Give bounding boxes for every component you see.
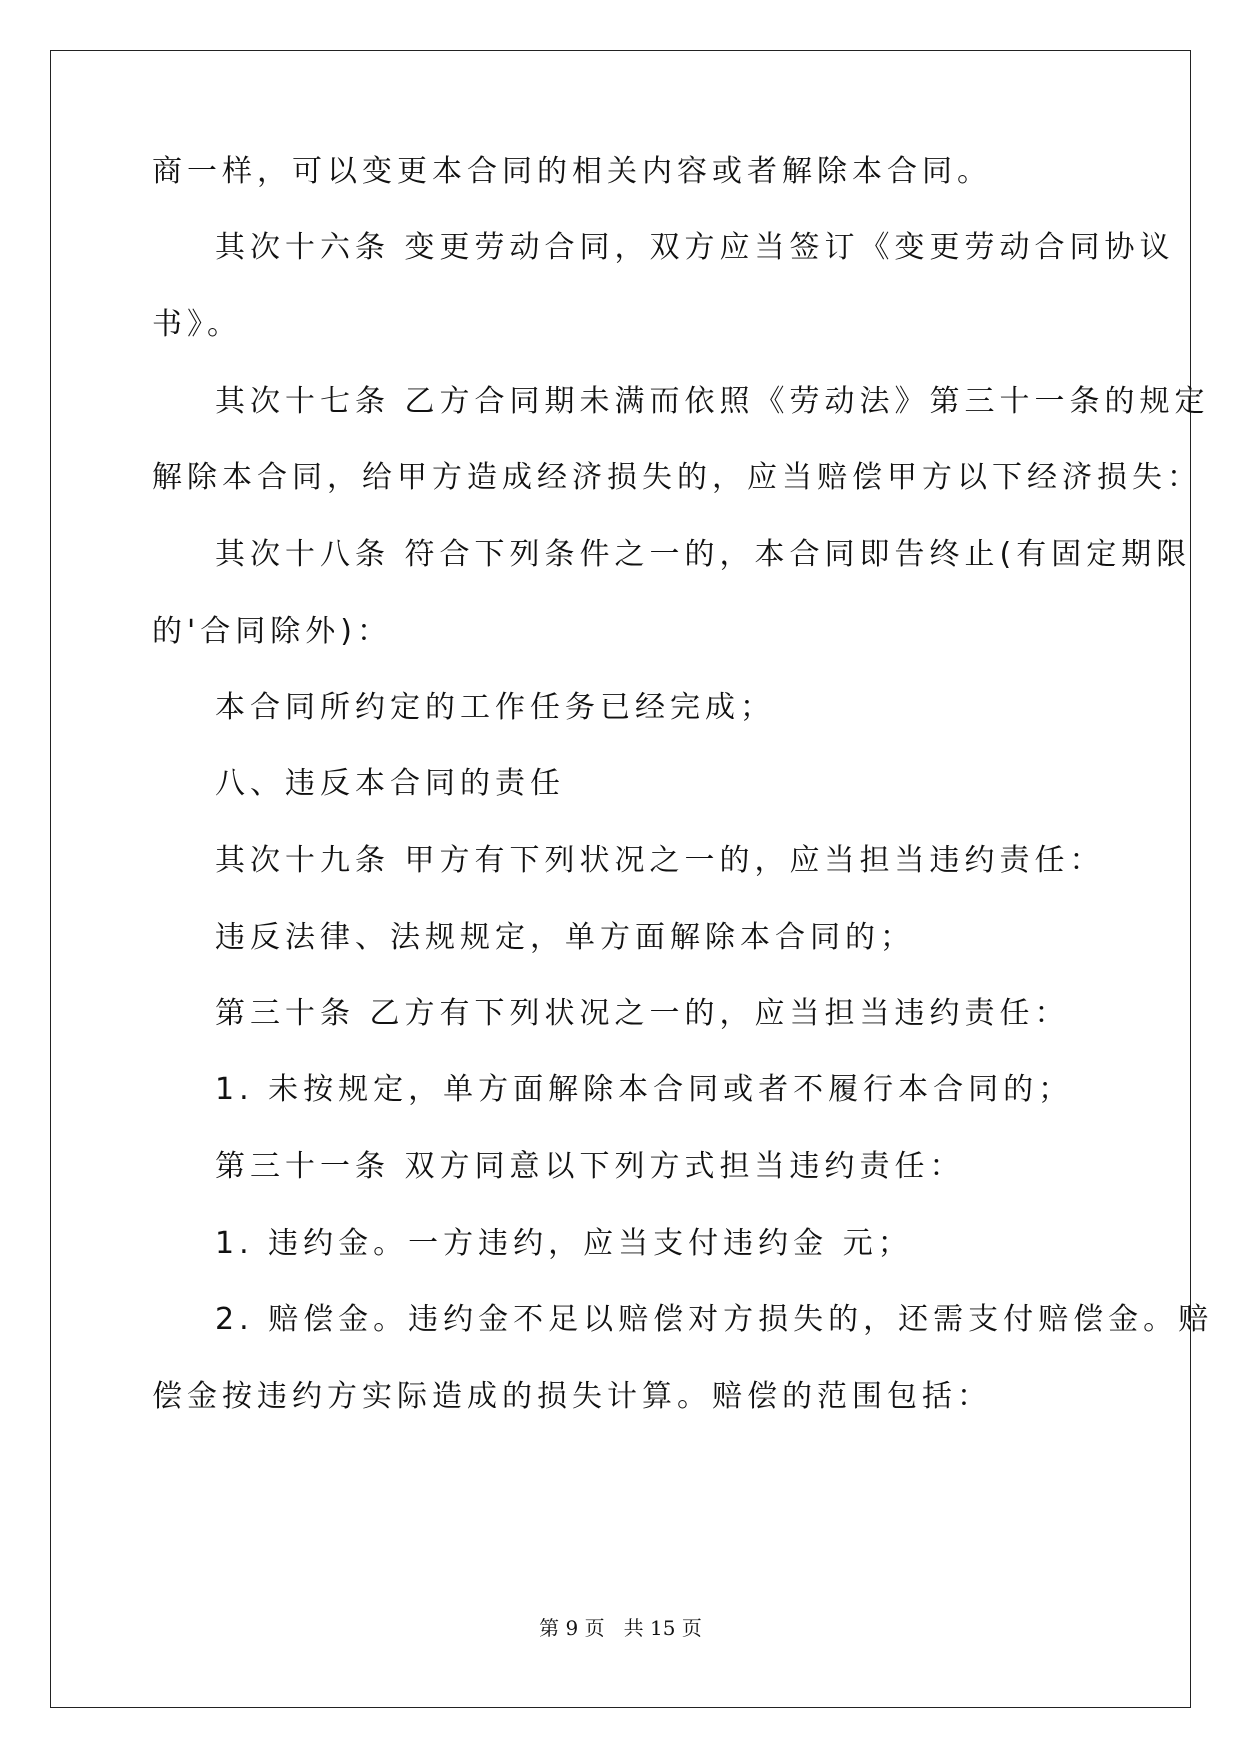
paragraph-line: 偿金按违约方实际造成的损失计算。赔偿的范围包括： (152, 1379, 992, 1414)
paragraph-line: 违反法律、法规规定，单方面解除本合同的； (215, 920, 915, 955)
page-total: 共 15 页 (623, 1616, 702, 1640)
paragraph-line: 解除本合同，给甲方造成经济损失的，应当赔偿甲方以下经济损失： (152, 460, 1202, 495)
paragraph-line: 本合同所约定的工作任务已经完成； (215, 690, 775, 725)
paragraph-line: 其次十八条 符合下列条件之一的，本合同即告终止(有固定期限 (215, 537, 1192, 572)
paragraph-line: 1. 违约金。一方违约，应当支付违约金 元； (215, 1226, 913, 1261)
paragraph-line: 其次十六条 变更劳动合同，双方应当签订《变更劳动合同协议 (215, 230, 1175, 265)
paragraph-line: 1. 未按规定，单方面解除本合同或者不履行本合同的； (215, 1072, 1074, 1107)
paragraph-line: 其次十九条 甲方有下列状况之一的，应当担当违约责任： (215, 843, 1105, 878)
paragraph-line: 商一样，可以变更本合同的相关内容或者解除本合同。 (152, 154, 992, 189)
paragraph-line: 其次十七条 乙方合同期未满而依照《劳动法》第三十一条的规定 (215, 384, 1210, 419)
paragraph-line: 的'合同除外)： (152, 614, 392, 649)
page-number: 第 9 页 (539, 1616, 605, 1640)
section-heading: 八、违反本合同的责任 (215, 766, 565, 801)
paragraph-line: 第三十条 乙方有下列状况之一的，应当担当违约责任： (215, 996, 1070, 1031)
paragraph-line: 2. 赔偿金。违约金不足以赔偿对方损失的，还需支付赔偿金。赔 (215, 1302, 1214, 1337)
paragraph-line: 书》。 (152, 307, 242, 342)
paragraph-line: 第三十一条 双方同意以下列方式担当违约责任： (215, 1149, 965, 1184)
page-footer (0, 1616, 1241, 1640)
